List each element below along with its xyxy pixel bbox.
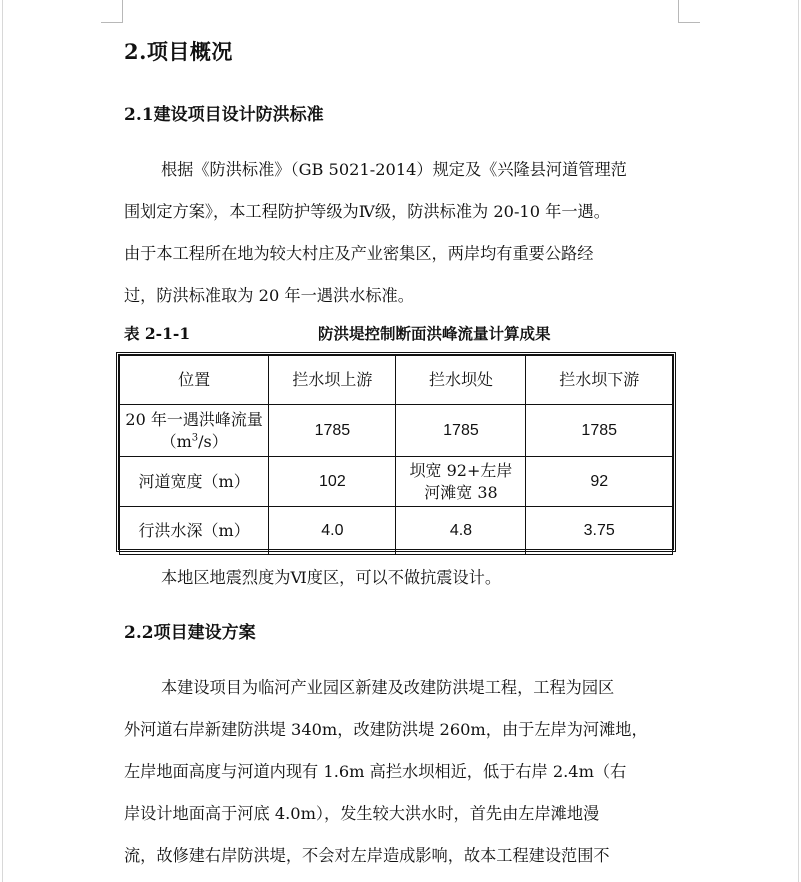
paragraph-line: 流，故修建右岸防洪堤，不会对左岸造成影响，故本工程建设范围不 bbox=[124, 846, 610, 865]
paragraph-line: 围划定方案》，本工程防护等级为Ⅳ级，防洪标准为 20-10 年一遇。 bbox=[124, 202, 610, 221]
table-header-cell: 拦水坝下游 bbox=[526, 356, 673, 405]
paragraph-line: 本建设项目为临河产业园区新建及改建防洪堤工程，工程为园区 bbox=[161, 678, 615, 697]
section-heading-2-2: 2.2项目建设方案 bbox=[124, 623, 256, 643]
label-line bbox=[122, 431, 266, 453]
table-title: 防洪堤控制断面洪峰流量计算成果 bbox=[318, 324, 551, 343]
chapter-heading: 2.项目概况 bbox=[124, 39, 233, 64]
table-header-cell: 拦水坝上游 bbox=[269, 356, 396, 405]
table-header-cell: 拦水坝处 bbox=[396, 356, 526, 405]
crop-mark-top-right bbox=[678, 0, 700, 23]
paragraph-line: 外河道右岸新建防洪堤 340m，改建防洪堤 260m，由于左岸为河滩地， bbox=[124, 720, 648, 739]
paragraph-line: 由于本工程所在地为较大村庄及产业密集区，两岸均有重要公路经 bbox=[124, 244, 594, 263]
cell-line: 坝宽 92+左岸 bbox=[409, 460, 513, 480]
table-row bbox=[120, 457, 673, 507]
paragraph-line: 根据《防洪标准》（GB 5021-2014）规定及《兴隆县河道管理范 bbox=[161, 160, 627, 179]
table-cell: 4.8 bbox=[396, 507, 526, 555]
flood-peak-table bbox=[116, 352, 676, 552]
page-border-left bbox=[2, 0, 3, 882]
seismic-note: 本地区地震烈度为Ⅵ度区，可以不做抗震设计。 bbox=[161, 568, 502, 587]
unit-suffix: /s） bbox=[198, 431, 228, 451]
table-cell: 3.75 bbox=[526, 507, 673, 555]
table-cell: 4.0 bbox=[269, 507, 396, 555]
table-cell bbox=[396, 457, 526, 507]
table-row-label: 行洪水深（m） bbox=[120, 507, 269, 555]
table-row-label bbox=[120, 405, 269, 457]
paragraph-line: 岸设计地面高于河底 4.0m），发生较大洪水时，首先由左岸滩地漫 bbox=[124, 804, 600, 823]
table-header-row bbox=[120, 356, 673, 405]
table-header-cell: 位置 bbox=[120, 356, 269, 405]
table-cell: 1785 bbox=[396, 405, 526, 457]
table-cell: 1785 bbox=[526, 405, 673, 457]
table-row bbox=[120, 405, 673, 457]
crop-mark-top-left bbox=[101, 0, 123, 23]
table-cell: 102 bbox=[269, 457, 396, 507]
table-cell: 1785 bbox=[269, 405, 396, 457]
label-line: 20 年一遇洪峰流量 bbox=[125, 409, 263, 429]
unit-prefix: （m bbox=[160, 431, 192, 451]
unit-superscript: 3 bbox=[191, 432, 199, 444]
cell-line: 河滩宽 38 bbox=[424, 482, 498, 502]
table-row bbox=[120, 507, 673, 555]
paragraph-line: 过，防洪标准取为 20 年一遇洪水标准。 bbox=[124, 286, 414, 305]
table-number: 表 2-1-1 bbox=[124, 324, 191, 343]
paragraph-line: 左岸地面高度与河道内现有 1.6m 高拦水坝相近，低于右岸 2.4m（右 bbox=[124, 762, 627, 781]
page-border-right bbox=[798, 0, 799, 882]
table-cell: 92 bbox=[526, 457, 673, 507]
section-heading-2-1: 2.1建设项目设计防洪标准 bbox=[124, 105, 324, 125]
table-row-label: 河道宽度（m） bbox=[120, 457, 269, 507]
